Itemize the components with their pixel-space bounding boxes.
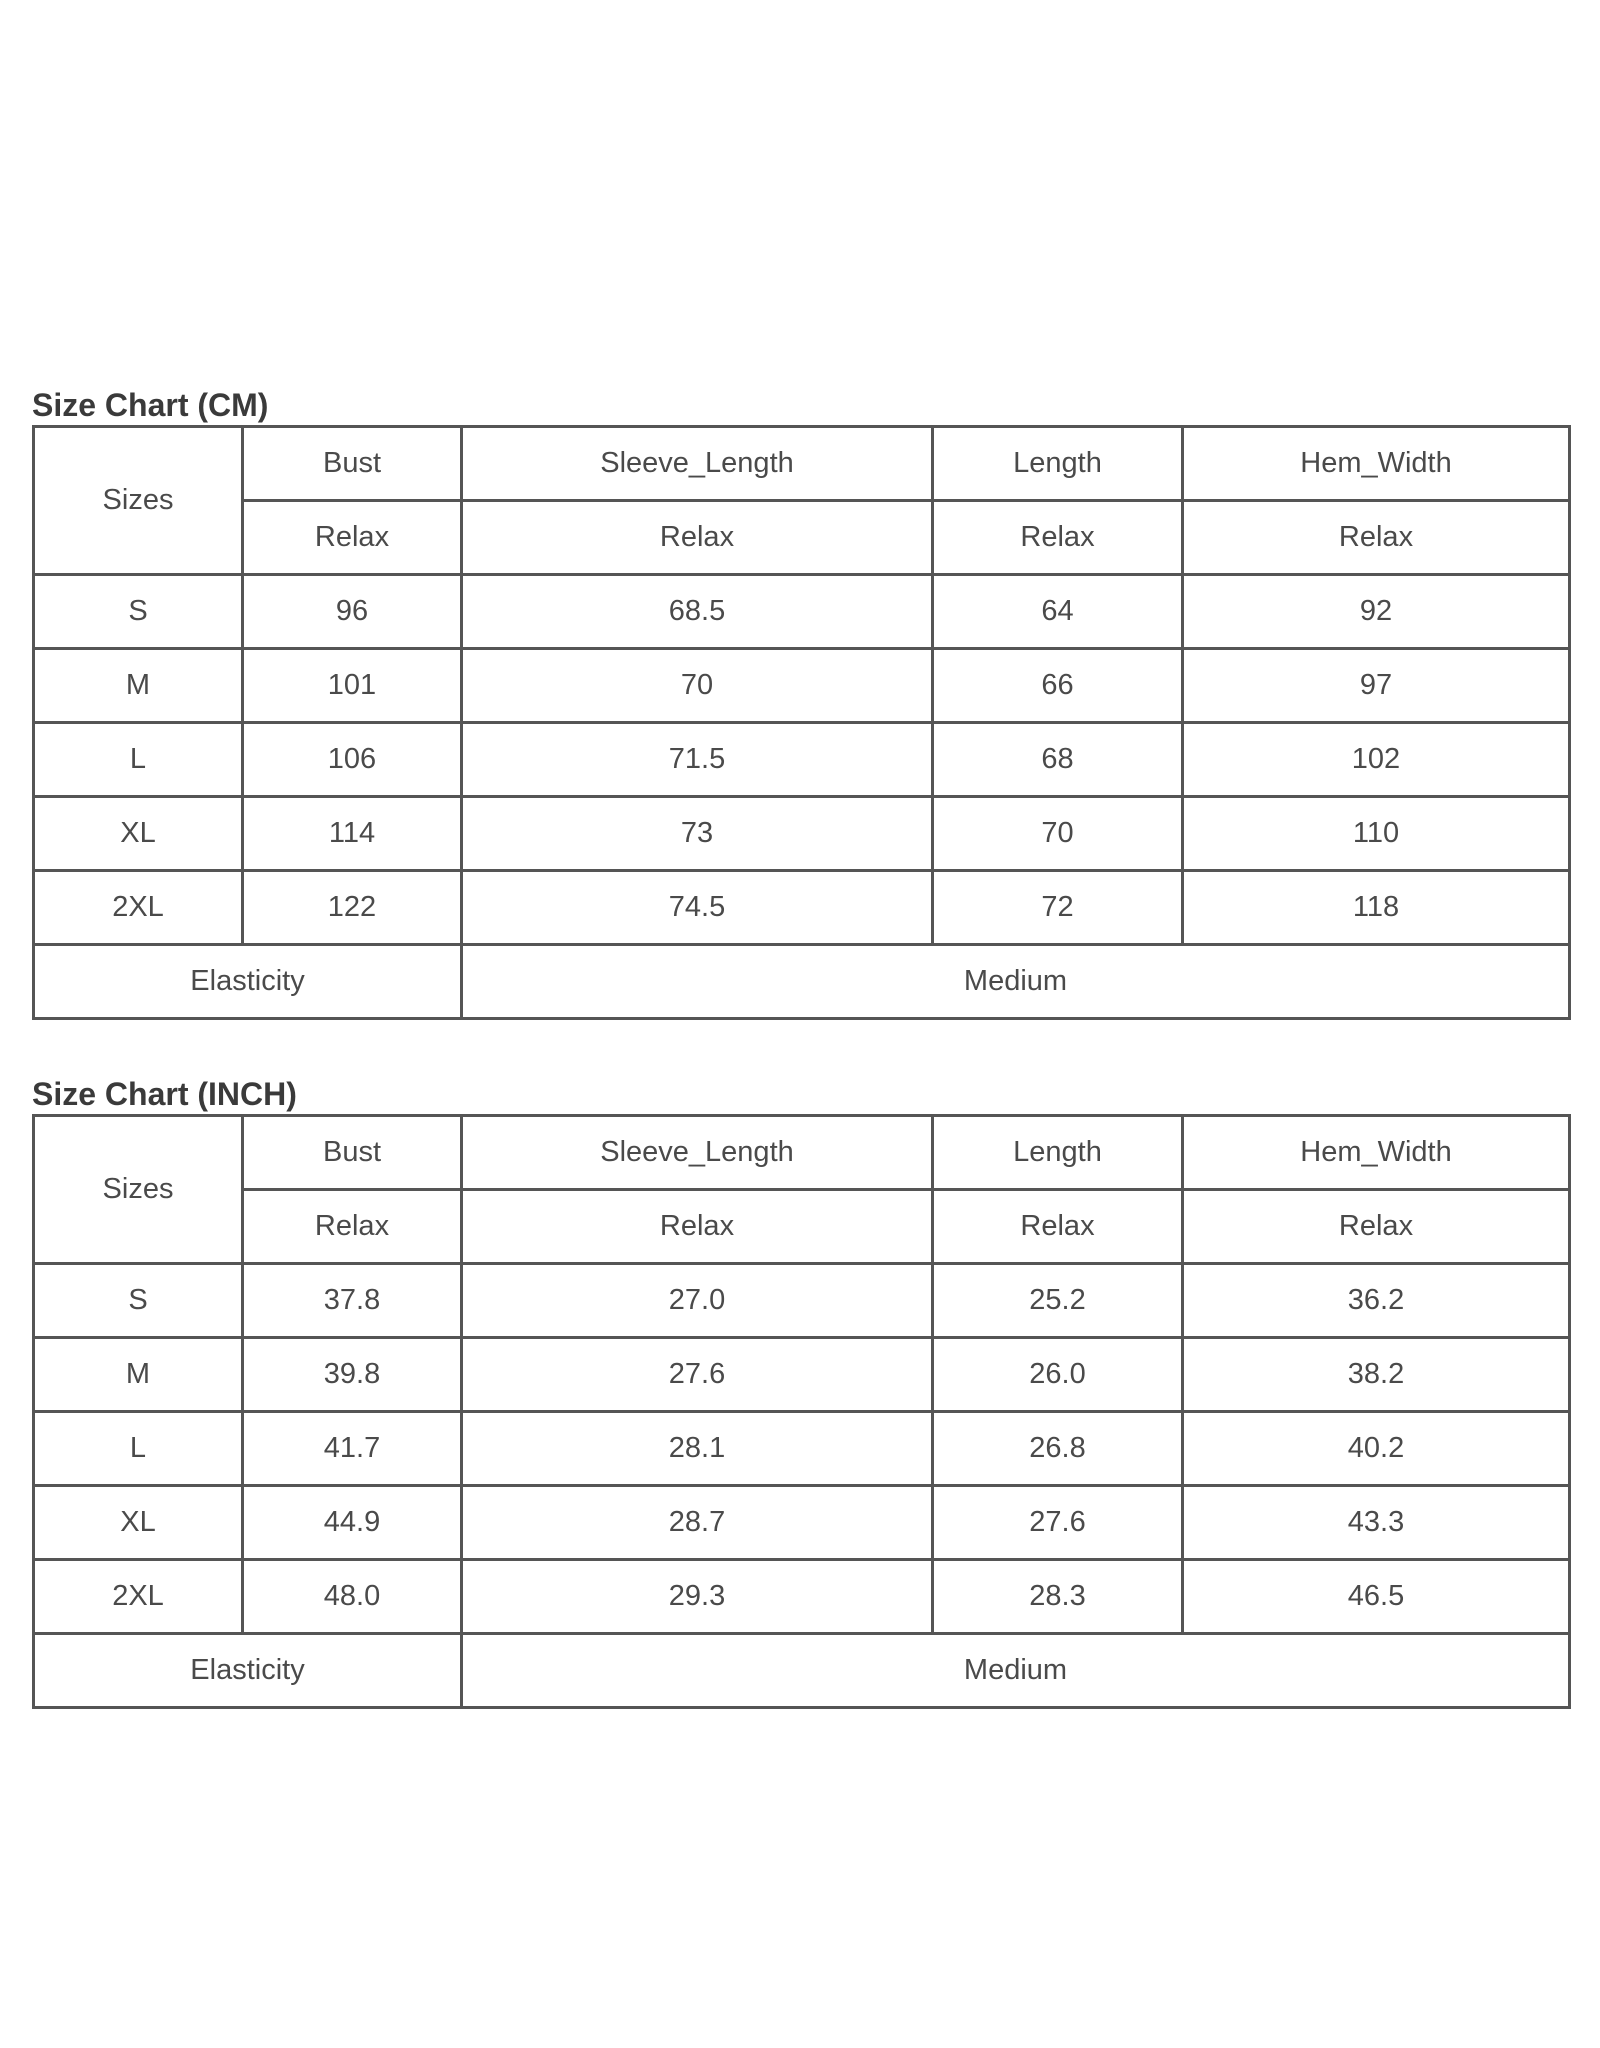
column-header-hem-width: Hem_Width (1183, 427, 1570, 501)
chart-title: Size Chart (INCH) (32, 1076, 297, 1112)
value-cell: 36.2 (1183, 1264, 1570, 1338)
size-cell: 2XL (34, 871, 243, 945)
value-cell: 70 (933, 797, 1183, 871)
column-header-sleeve-length: Sleeve_Length (462, 1116, 933, 1190)
elasticity-label: Elasticity (34, 945, 462, 1019)
header-row (34, 427, 1570, 501)
size-table (32, 425, 1571, 1020)
fit-row (34, 1190, 1570, 1264)
value-cell: 28.7 (462, 1486, 933, 1560)
elasticity-row (34, 945, 1570, 1019)
column-header-bust: Bust (243, 1116, 462, 1190)
value-cell: 97 (1183, 649, 1570, 723)
value-cell: 71.5 (462, 723, 933, 797)
value-cell: 118 (1183, 871, 1570, 945)
chart-title: Size Chart (CM) (32, 387, 269, 423)
elasticity-value: Medium (462, 945, 1570, 1019)
value-cell: 74.5 (462, 871, 933, 945)
size-chart-cm (32, 385, 1568, 1020)
fit-label: Relax (1183, 501, 1570, 575)
value-cell: 106 (243, 723, 462, 797)
value-cell: 28.3 (933, 1560, 1183, 1634)
value-cell: 27.6 (933, 1486, 1183, 1560)
fit-row (34, 501, 1570, 575)
table-row (34, 871, 1570, 945)
table-row (34, 797, 1570, 871)
size-cell: L (34, 723, 243, 797)
value-cell: 44.9 (243, 1486, 462, 1560)
column-header-bust: Bust (243, 427, 462, 501)
value-cell: 114 (243, 797, 462, 871)
table-row (34, 575, 1570, 649)
value-cell: 72 (933, 871, 1183, 945)
value-cell: 28.1 (462, 1412, 933, 1486)
value-cell: 73 (462, 797, 933, 871)
value-cell: 122 (243, 871, 462, 945)
size-cell: S (34, 1264, 243, 1338)
value-cell: 68.5 (462, 575, 933, 649)
table-row (34, 649, 1570, 723)
value-cell: 102 (1183, 723, 1570, 797)
size-cell: M (34, 1338, 243, 1412)
value-cell: 39.8 (243, 1338, 462, 1412)
size-cell: XL (34, 1486, 243, 1560)
elasticity-value: Medium (462, 1634, 1570, 1708)
value-cell: 26.0 (933, 1338, 1183, 1412)
table-row (34, 1560, 1570, 1634)
column-header-length: Length (933, 1116, 1183, 1190)
value-cell: 29.3 (462, 1560, 933, 1634)
value-cell: 27.0 (462, 1264, 933, 1338)
fit-label: Relax (1183, 1190, 1570, 1264)
column-header-hem-width: Hem_Width (1183, 1116, 1570, 1190)
size-cell: XL (34, 797, 243, 871)
header-row (34, 1116, 1570, 1190)
table-row (34, 1486, 1570, 1560)
table-row (34, 723, 1570, 797)
value-cell: 96 (243, 575, 462, 649)
elasticity-label: Elasticity (34, 1634, 462, 1708)
table-row (34, 1264, 1570, 1338)
sizes-header: Sizes (34, 1116, 243, 1264)
fit-label: Relax (462, 501, 933, 575)
table-row (34, 1412, 1570, 1486)
size-chart-inch (32, 1074, 1568, 1709)
fit-label: Relax (933, 1190, 1183, 1264)
fit-label: Relax (933, 501, 1183, 575)
fit-label: Relax (243, 1190, 462, 1264)
size-cell: 2XL (34, 1560, 243, 1634)
column-header-length: Length (933, 427, 1183, 501)
size-cell: S (34, 575, 243, 649)
value-cell: 41.7 (243, 1412, 462, 1486)
value-cell: 110 (1183, 797, 1570, 871)
value-cell: 27.6 (462, 1338, 933, 1412)
value-cell: 101 (243, 649, 462, 723)
value-cell: 43.3 (1183, 1486, 1570, 1560)
value-cell: 25.2 (933, 1264, 1183, 1338)
value-cell: 70 (462, 649, 933, 723)
value-cell: 46.5 (1183, 1560, 1570, 1634)
value-cell: 68 (933, 723, 1183, 797)
size-cell: L (34, 1412, 243, 1486)
value-cell: 66 (933, 649, 1183, 723)
value-cell: 64 (933, 575, 1183, 649)
table-row (34, 1338, 1570, 1412)
value-cell: 48.0 (243, 1560, 462, 1634)
elasticity-row (34, 1634, 1570, 1708)
value-cell: 92 (1183, 575, 1570, 649)
column-header-sleeve-length: Sleeve_Length (462, 427, 933, 501)
fit-label: Relax (462, 1190, 933, 1264)
value-cell: 26.8 (933, 1412, 1183, 1486)
value-cell: 38.2 (1183, 1338, 1570, 1412)
fit-label: Relax (243, 501, 462, 575)
size-cell: M (34, 649, 243, 723)
value-cell: 40.2 (1183, 1412, 1570, 1486)
sizes-header: Sizes (34, 427, 243, 575)
value-cell: 37.8 (243, 1264, 462, 1338)
size-table (32, 1114, 1571, 1709)
